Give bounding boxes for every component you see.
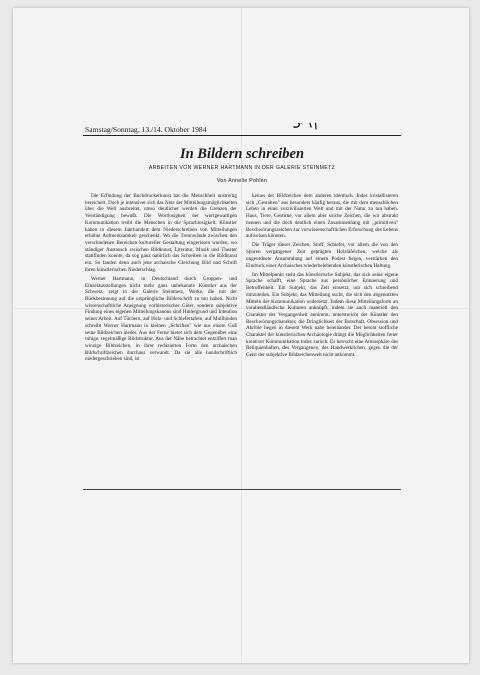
bottom-rule [83,489,401,490]
paragraph: Die Erfindung der Buchdruckerkunst hat die Menschheit unstreitig bereichert. Doch je intensiver sich das Netz der Mitteilungsmöglichkeiten über die Welt ausbreitet, umso deutlicher werden die Grenzen der Verständigung bewußt. Die Wortlosigkeit der wortgewaltigen Kommunikation treibt die Menschen in die Sprachlosigkeit. Künstler haben in diesem Jahrhundert dem Niederschreiben von Mitteilungen erhöhte Aufmerksamkeit geschenkt. Wo die Trennwände zwischen den verschiedenen Bereichen kultureller Gestaltung eingerissen wurden, wo ständiger Austausch zwischen Bildkunst, Literatur, Musik und Theater stattfinden konnte, da sog ganz natürlich das Schreiben in die Bildkunst ein. So fanden denn auch jene archaische Gleichung Bild und Schrift ihren künstlerischen Niederschlag. [85,193,237,273]
newspaper-clipping [83,123,403,492]
article-headline: In Bildern schreiben [179,146,305,162]
article-column-right [246,193,398,359]
paragraph: keines der Bildzeichen dem anderen identisch. Indes kristallisieren sich „Gestalten" aus besonders häufig heraus, die mit dem menschlichen Leben in einer vorzivilisierten Welt und mit der Natur zu tun haben. Haus, Tiere, Gestirne, vor allem aber solche Zeichen, die wir abstrakt nennen und die doch deutlich einen Zusammenhang mit „primitiven" Beschwörungszeichen zur vorwissenschaftlichen Erforschung des Lebens aufweisen könnten. [246,193,398,240]
paragraph: Die Träger dieser Zeichen, Stoff, Schiefer, vor allem die von den Spuren vergangener Zeit geprägten Holztäfelchen, welche als ungeordnete Ansammlung auf einem Podest liegen, verstärken den Eindruck einer Archaisches wiederbelebenden künstlerischen Haltung. [246,242,398,269]
article-subtitle: ARBEITEN VON WERNER HARTMANN IN DER GALERIE STEINMETZ [148,165,336,171]
article-byline: Von Annelie Pohlen [216,178,268,184]
handwritten-signature-icon [289,123,325,135]
dateline: Samstag/Sonntag, 13./14. Oktober 1984 [85,125,207,134]
paragraph: Im Mittelpunkt steht das künstlerische Subjekt, das sich seine eigene Sprache schafft, eine Sprache aus persönlicher Erinnerung und Betroffenheit. Ein Subjekt, das Zeit einsetzt, um sich schreibend mitzuteilen. Ein Subjekt, das Mitteilung sucht, die sich den abgenutzten Mitteln der Kommunikation widersetzt. Indem diese Mitteilungsform an vorabendländische Kulturen anknüpft, indem sie auch materiell den Charakter der Vergangenheit annimmt, unterstreicht der Künstler den Beschwörungscharakter, die Dringlichkeit der Botschaft. Obsession und Akribie liegen in diesem Werk nahe beieinander. Der betont stoffliche Charakter der künstlerischen Archäologie drängt die Möglichkeiten freier kreativer Kommunikation indes zurück. Es herrscht eine Atmosphäre des Reliquienhaften, des Vergangenen, des Handwerklichen, gegen die der Geist der subjektive Bildzeichenwelt nicht ankommt. [246,271,398,359]
article-column-left [85,193,237,363]
paragraph: Werner Hartmann, in Deutschland durch Gruppen- und Einzelausstellungen nicht mehr ganz unbekannte Künstler aus der Schweiz, zeigt in der Galerie Steinmetz, Werke, die mit der Rückbesinnung auf die ursprüngliche Bilderschrift zu tun haben. Nicht wissenschaftliche Aneignung vorhistorischer Güter, sondern subjektive Findung eines eigenen Mitteilungskanons sind Hintergrund und Intention seiner Arbeit. Auf Tüchern, auf Holz- und Schiefertafeln, auf Mullbinden schreibt Werner Hartmann in kleinen „Schriften" wie aus einem Guß seine Bildzeichen nieder. Aus der Ferne bietet sich dem Gegenüber eine ruhige, regelmäßige Bildstruktur. Aus der Nähe betrachtet entziffert man winzige Bildzeichen, in ihrer reduzierten Form den archaischen Bildschriftzeichen durchaus verwandt. Da sie alle handschriftlich niedergeschrieben sind, ist [85,275,237,363]
top-rule [83,135,401,136]
